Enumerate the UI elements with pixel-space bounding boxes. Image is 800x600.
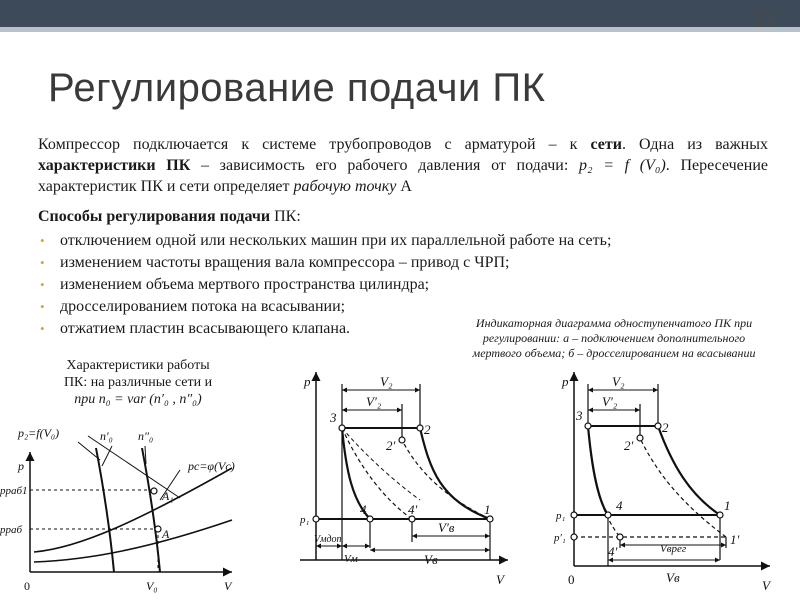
d3-expansion-curve <box>588 426 608 515</box>
d3-label-p1: p₁ <box>556 510 566 522</box>
right-caption-line: мертвого объема; б – дросселированием на всасывании <box>472 346 756 360</box>
intro-text-4: . Пересечение характеристик ПК и сети определяет <box>38 157 769 195</box>
intro-italic-operating-point: рабочую точку <box>293 178 397 195</box>
d3-point-4 <box>605 512 611 518</box>
d3-axis-label-v: V <box>762 578 770 593</box>
intro-text-1: Компрессор подключается к системе трубопроводов с арматурой – к <box>38 136 591 153</box>
d3-axis-label-p: p <box>562 374 569 389</box>
d2-label-4p: 4′ <box>408 502 418 517</box>
d2-point-2p <box>399 437 405 443</box>
method-item: • дросселированием потока на всасывании; <box>38 296 611 318</box>
d2-label-2p: 2′ <box>386 438 396 453</box>
d1-axis-label-v: V <box>224 579 232 593</box>
d2-label-v2: V₂ <box>380 374 393 389</box>
d2-label-vm: Vм <box>344 553 358 565</box>
left-caption-line: при n₀ = var (n′₀ , n″₀) <box>74 392 202 407</box>
d3-label-2p: 2′ <box>624 438 634 453</box>
d2-axis-label-v: V <box>496 572 504 587</box>
left-caption-line: ПК: на различные сети и <box>63 375 213 390</box>
d2-compression-curve <box>420 428 490 519</box>
d1-label-prab: pраб <box>0 524 23 536</box>
d2-label-2: 2 <box>424 422 431 437</box>
method-item: • отжатием пластин всасывающего клапана. <box>38 318 611 340</box>
d2-point-2 <box>417 425 423 431</box>
d3-point-p1p <box>571 534 577 540</box>
intro-bold-characteristic: характеристики ПК <box>38 157 191 174</box>
d1-axis-label-p: p <box>18 459 24 473</box>
d1-network-curve-lower <box>34 520 232 562</box>
d3-label-2: 2 <box>662 420 669 435</box>
slide-number: 23 <box>753 8 776 30</box>
d2-label-1: 1 <box>484 502 491 517</box>
intro-formula: p₂ = f (V₀) <box>578 157 666 174</box>
d3-compression-dashed <box>640 438 726 537</box>
d1-label-a1: A₁ <box>162 489 174 503</box>
diagram-dead-volume-regulation <box>300 372 508 560</box>
d3-label-1p: 1′ <box>730 532 740 547</box>
d3-label-3: 3 <box>576 408 583 423</box>
d3-label-1: 1 <box>724 498 731 513</box>
d3-label-4: 4 <box>616 498 623 513</box>
d2-label-p1: p₁ <box>300 514 310 526</box>
d3-expansion-dashed <box>588 426 620 537</box>
diagram-suction-throttling <box>571 372 770 566</box>
d3-label-zero: 0 <box>568 572 575 587</box>
d2-label-3: 3 <box>330 410 337 425</box>
d1-label-prab1: pраб1 <box>0 485 28 497</box>
d2-point-p1 <box>313 516 319 522</box>
d3-point-3 <box>585 423 591 429</box>
d3-label-4p: 4′ <box>608 544 618 559</box>
methods-heading-bold: Способы регулирования подачи <box>38 208 271 225</box>
d3-label-vv: Vв <box>666 570 680 585</box>
d1-label-pc: pс=φ(Vс) <box>188 459 235 473</box>
slide-title: Регулирование подачи ПК <box>48 66 546 110</box>
left-caption-line: Характеристики работы <box>66 358 210 373</box>
d1-label-n0pp: n″₀ <box>138 429 154 443</box>
d1-labels <box>0 426 235 593</box>
d3-label-vvreg: Vврег <box>660 543 687 555</box>
d2-point-4 <box>367 516 373 522</box>
d3-label-v2p: V′₂ <box>602 394 618 409</box>
diagram-pc-characteristics <box>30 436 232 572</box>
right-caption-line: регулировании: а – подключением дополнительного <box>482 331 746 345</box>
d2-point-3 <box>339 425 345 431</box>
method-item: • изменением объема мертвого пространства цилиндра; <box>38 274 611 296</box>
d1-label-zero: 0 <box>24 579 30 593</box>
d1-label-n0p: n′₀ <box>100 429 113 443</box>
d3-point-2p <box>637 435 643 441</box>
d2-axis-label-p: p <box>304 374 311 389</box>
d1-label-a: A <box>162 527 170 541</box>
d2-label-vvp: V′в <box>438 520 455 535</box>
d3-label-p1p: p′₁ <box>554 532 566 544</box>
d1-point-a <box>155 526 161 532</box>
d3-point-1 <box>717 512 723 518</box>
methods-heading-rest: ПК: <box>270 208 301 225</box>
d2-label-4: 4 <box>360 502 367 517</box>
method-item: • изменением частоты вращения вала компрессора – привод с ЧРП; <box>38 252 611 274</box>
d1-label-v0: V₀ <box>146 579 158 593</box>
d3-point-p1 <box>571 512 577 518</box>
d3-label-v2: V₂ <box>612 374 625 389</box>
d1-label-p2f: p₂=f(V₀) <box>18 426 60 440</box>
d3-compression-curve <box>658 426 720 515</box>
intro-text-5: А <box>396 178 412 195</box>
d1-network-curve-upper <box>34 468 232 552</box>
d3-point-2 <box>655 423 661 429</box>
method-item: • отключением одной или нескольких машин при их параллельной работе на сеть; <box>38 230 611 252</box>
intro-text-3: – зависимость его рабочего давления от подачи: <box>190 157 579 174</box>
intro-bold-network: сети <box>590 136 622 153</box>
d2-label-vmdop: Vмдоп <box>314 534 342 545</box>
d2-label-v2p: V′₂ <box>366 394 382 409</box>
right-caption-line: Индикаторная диаграмма одноступенчатого ПК при <box>475 316 753 330</box>
d3-point-4p <box>617 534 623 540</box>
d1-point-a1 <box>151 488 157 494</box>
intro-text-2: . Одна из важных <box>621 136 768 153</box>
d1-curve-n0pp <box>142 448 160 572</box>
d2-label-vv: Vв <box>424 552 438 567</box>
